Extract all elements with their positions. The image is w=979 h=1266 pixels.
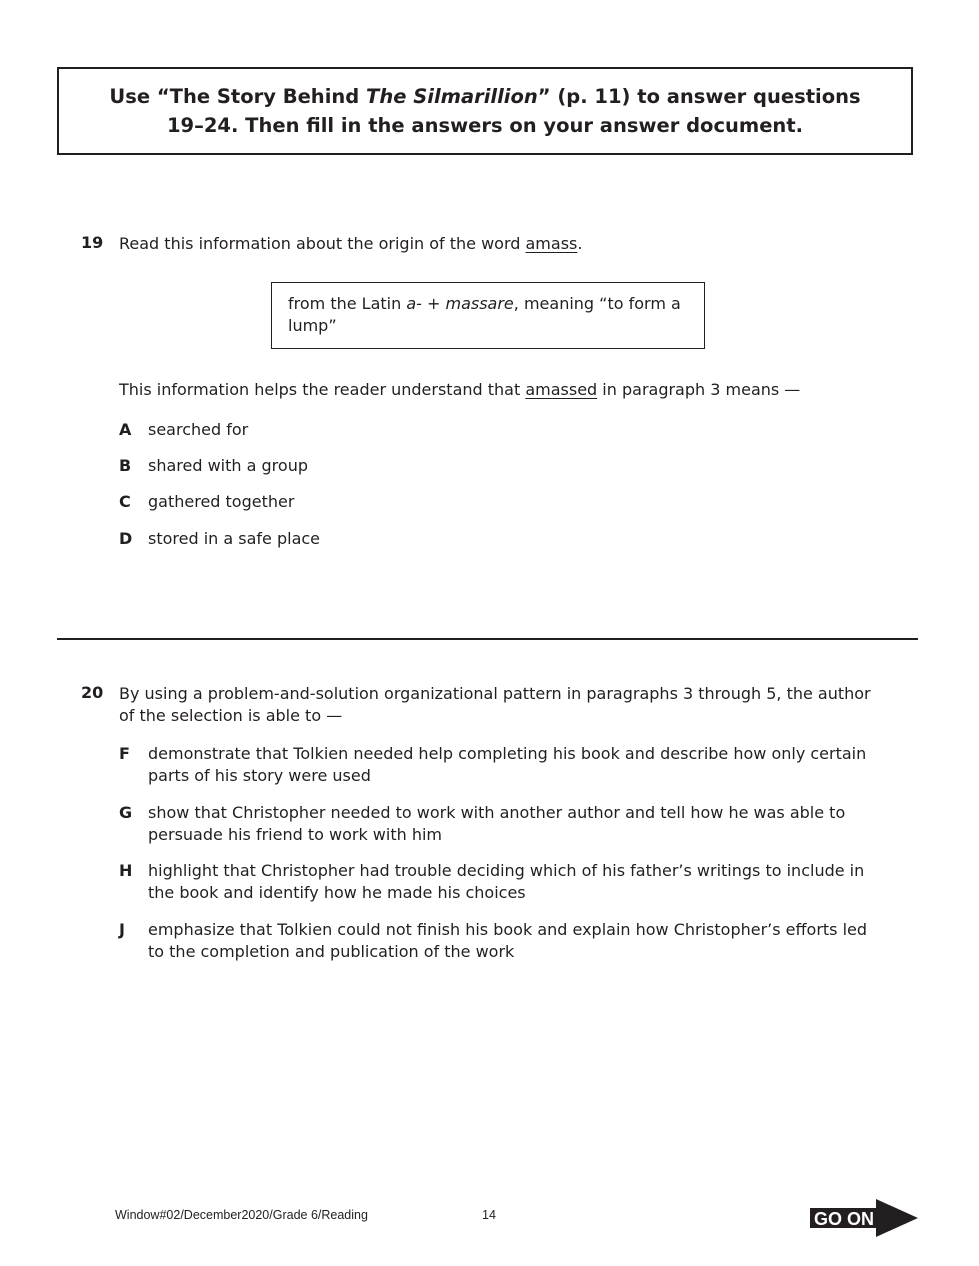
option-text: highlight that Christopher had trouble deciding which of his father’s writings to include in the book and identify how he made his choices bbox=[148, 861, 865, 902]
footer-document-id: Window#02/December2020/Grade 6/Reading bbox=[115, 1208, 368, 1222]
option-letter: J bbox=[119, 920, 125, 939]
option-letter: D bbox=[119, 529, 133, 548]
answer-option-a[interactable] bbox=[119, 419, 879, 441]
option-text: show that Christopher needed to work with another author and tell how he was able to persuade his friend to work with him bbox=[148, 803, 846, 844]
option-text: shared with a group bbox=[148, 456, 308, 475]
answer-option-g[interactable] bbox=[119, 802, 879, 846]
option-letter: F bbox=[119, 744, 130, 763]
section-divider bbox=[57, 638, 918, 640]
answer-option-f[interactable] bbox=[119, 743, 879, 787]
answer-option-d[interactable] bbox=[119, 528, 879, 550]
answer-option-b[interactable] bbox=[119, 455, 879, 477]
option-text: searched for bbox=[148, 420, 249, 439]
option-letter: B bbox=[119, 456, 132, 475]
question-20-number: 20 bbox=[81, 683, 104, 702]
instructions-box bbox=[57, 67, 913, 155]
option-text: emphasize that Tolkien could not finish his book and explain how Christopher’s efforts led to the completion and publication of the work bbox=[148, 920, 868, 961]
question-19-prompt: This information helps the reader understand that amassed in paragraph 3 means — bbox=[119, 380, 801, 399]
etymology-box: from the Latin a- + massare, meaning “to form a lump” bbox=[271, 282, 705, 349]
instructions-text: Use “The Story Behind The Silmarillion” (p. 11) to answer questions 19–24. Then fill in the answers on your answer document. bbox=[109, 85, 861, 137]
option-letter: A bbox=[119, 420, 132, 439]
answer-option-c[interactable] bbox=[119, 491, 879, 513]
question-20-stem: By using a problem-and-solution organizational pattern in paragraphs 3 through 5, the author of the selection is able to — bbox=[119, 684, 871, 725]
option-letter: H bbox=[119, 861, 133, 880]
answer-option-j[interactable] bbox=[119, 919, 879, 963]
question-19-stem: Read this information about the origin of the word amass. bbox=[119, 234, 583, 253]
go-on-label: GO ON bbox=[814, 1209, 875, 1229]
option-text: gathered together bbox=[148, 492, 295, 511]
option-text: stored in a safe place bbox=[148, 529, 321, 548]
answer-option-h[interactable] bbox=[119, 860, 879, 904]
option-letter: C bbox=[119, 492, 131, 511]
question-19-number: 19 bbox=[81, 233, 104, 252]
go-on-arrow-icon bbox=[810, 1199, 920, 1237]
option-letter: G bbox=[119, 803, 133, 822]
option-text: demonstrate that Tolkien needed help completing his book and describe how only certain parts of his story were used bbox=[148, 744, 867, 785]
page-number: 14 bbox=[482, 1208, 496, 1222]
